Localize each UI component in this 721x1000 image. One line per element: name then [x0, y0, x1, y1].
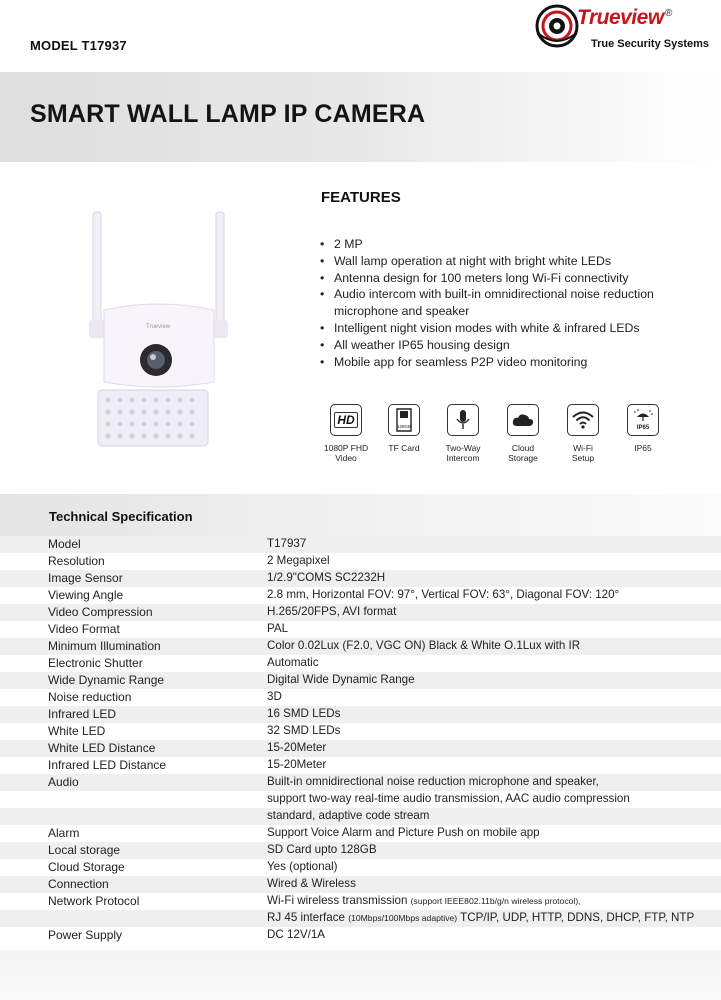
- feature-icon-cloud: [493, 404, 553, 463]
- spec-value: Built-in omnidirectional noise reduction microphone and speaker,: [267, 775, 599, 788]
- spec-key: Audio: [48, 775, 79, 789]
- spec-key: Image Sensor: [48, 571, 123, 585]
- registered-mark: ®: [665, 8, 673, 19]
- page-title: SMART WALL LAMP IP CAMERA: [30, 100, 426, 128]
- spec-key: Viewing Angle: [48, 588, 124, 602]
- icon-label: Intercom: [446, 453, 480, 463]
- icon-label: Storage: [508, 453, 538, 463]
- icon-label: 1080P FHD: [323, 443, 369, 453]
- spec-value: 15-20Meter: [267, 758, 327, 771]
- spec-key: Power Supply: [48, 928, 123, 942]
- footer-band: [0, 950, 721, 1000]
- table-row: [0, 672, 721, 689]
- model-number: MODEL T17937: [30, 38, 127, 53]
- spec-value: 15-20Meter: [267, 741, 327, 754]
- spec-key: Resolution: [48, 554, 105, 568]
- table-row: [0, 689, 721, 706]
- spec-key: Video Compression: [48, 605, 153, 619]
- hd-icon: HD: [330, 404, 362, 436]
- spec-value: SD Card upto 128GB: [267, 843, 377, 856]
- feature-icon-ip65: [613, 404, 673, 453]
- icon-label: Wi-Fi: [573, 443, 593, 453]
- feature-item: • Mobile app for seamless P2P video monitoring: [320, 354, 710, 371]
- svg-text:Trueview: Trueview: [146, 324, 171, 330]
- icon-label: Two-Way: [445, 443, 481, 453]
- spec-key: Wide Dynamic Range: [48, 673, 165, 687]
- spec-value: 32 SMD LEDs: [267, 724, 341, 737]
- table-row: [0, 587, 721, 604]
- feature-icon-intercom: [433, 404, 493, 463]
- spec-value: Support Voice Alarm and Picture Push on mobile app: [267, 826, 540, 839]
- table-row: [0, 604, 721, 621]
- brand-name: Trueview: [577, 6, 664, 29]
- spec-key: Alarm: [48, 826, 80, 840]
- spec-key: Local storage: [48, 843, 121, 857]
- table-row: [0, 621, 721, 638]
- table-row: [0, 638, 721, 655]
- feature-item: • All weather IP65 housing design: [320, 337, 710, 354]
- icon-label: Video: [335, 453, 357, 463]
- table-row: [0, 553, 721, 570]
- spec-value: Digital Wide Dynamic Range: [267, 673, 415, 686]
- trueview-emblem-icon: [535, 4, 579, 48]
- spec-value: H.265/20FPS, AVI format: [267, 605, 397, 618]
- spec-value: 2 Megapixel: [267, 554, 330, 567]
- table-row: [0, 757, 721, 774]
- table-row: [0, 570, 721, 587]
- microphone-icon: [447, 404, 479, 436]
- features-list: [320, 236, 710, 370]
- spec-value: T17937: [267, 537, 307, 550]
- feature-item: • Audio intercom with built-in omnidirectional noise reduction microphone and speaker: [320, 286, 710, 320]
- header: [0, 0, 721, 72]
- spec-value: Color 0.02Lux (F2.0, VGC ON) Black & White O.1Lux with IR: [267, 639, 581, 652]
- spec-value: Wired & Wireless: [267, 877, 356, 890]
- icon-label: Cloud: [511, 443, 535, 453]
- table-row: [0, 927, 721, 944]
- icon-label: IP65: [634, 443, 652, 453]
- trueview-logo: [535, 2, 715, 64]
- spec-value: 2.8 mm, Horizontal FOV: 97°, Vertical FOV: 63°, Diagonal FOV: 120°: [267, 588, 620, 601]
- cloud-icon: [507, 404, 539, 436]
- feature-icon-wifi: [553, 404, 613, 463]
- wifi-icon: [567, 404, 599, 436]
- table-row: [0, 740, 721, 757]
- icon-label: Setup: [571, 453, 595, 463]
- spec-value: 1/2.9"COMS SC2232H: [267, 571, 386, 584]
- spec-key: Network Protocol: [48, 894, 140, 908]
- table-row: [0, 876, 721, 893]
- table-row: [0, 808, 721, 825]
- table-row: [0, 791, 721, 808]
- spec-value: Wi-Fi wireless transmission (support IEEE802.11b/g/n wireless protocol),: [267, 894, 581, 907]
- title-band: [0, 72, 721, 162]
- spec-value: RJ 45 interface (10Mbps/100Mbps adaptive) TCP/IP, UDP, HTTP, DDNS, DHCP, FTP, NTP: [267, 911, 695, 924]
- feature-item: • Intelligent night vision modes with white & infrared LEDs: [320, 320, 710, 337]
- table-row: [0, 825, 721, 842]
- svg-text:IP65: IP65: [636, 425, 650, 431]
- feature-item: • 2 MP: [320, 236, 710, 253]
- feature-item: • Wall lamp operation at night with bright white LEDs: [320, 253, 710, 270]
- spec-key: Connection: [48, 877, 109, 891]
- table-row: [0, 893, 721, 910]
- spec-key: Model: [48, 537, 81, 551]
- table-row: [0, 774, 721, 791]
- spec-key: Infrared LED Distance: [48, 758, 167, 772]
- tf-card-icon: [388, 404, 420, 436]
- brand-tagline: True Security Systems: [591, 38, 710, 50]
- spec-key: Minimum Illumination: [48, 639, 161, 653]
- feature-icon-hd: [316, 404, 376, 463]
- svg-text:128GB: 128GB: [396, 424, 412, 429]
- spec-value: DC 12V/1A: [267, 928, 325, 941]
- spec-value: PAL: [267, 622, 289, 635]
- ip65-icon: [627, 404, 659, 436]
- spec-key: Electronic Shutter: [48, 656, 143, 670]
- feature-item: • Antenna design for 100 meters long Wi-Fi connectivity: [320, 270, 710, 287]
- product-image: [66, 200, 246, 460]
- spec-value: support two-way real-time audio transmission, AAC audio compression: [267, 792, 630, 805]
- spec-value: Automatic: [267, 656, 319, 669]
- spec-key: White LED: [48, 724, 106, 738]
- feature-icons: [316, 404, 676, 474]
- table-row: [0, 536, 721, 553]
- table-row: [0, 842, 721, 859]
- table-row: [0, 910, 721, 927]
- spec-table: [0, 536, 721, 944]
- spec-heading: Technical Specification: [49, 509, 193, 524]
- spec-value: Yes (optional): [267, 860, 338, 873]
- spec-key: Cloud Storage: [48, 860, 125, 874]
- spec-key: Infrared LED: [48, 707, 117, 721]
- table-row: [0, 655, 721, 672]
- icon-label: TF Card: [388, 443, 420, 453]
- table-row: [0, 706, 721, 723]
- spec-key: White LED Distance: [48, 741, 156, 755]
- features-heading: FEATURES: [321, 189, 401, 206]
- spec-value: 16 SMD LEDs: [267, 707, 341, 720]
- spec-value: 3D: [267, 690, 282, 703]
- feature-icon-tf-card: [374, 404, 434, 453]
- table-row: [0, 723, 721, 740]
- spec-key: Video Format: [48, 622, 120, 636]
- spec-value: standard, adaptive code stream: [267, 809, 430, 822]
- table-row: [0, 859, 721, 876]
- spec-key: Noise reduction: [48, 690, 132, 704]
